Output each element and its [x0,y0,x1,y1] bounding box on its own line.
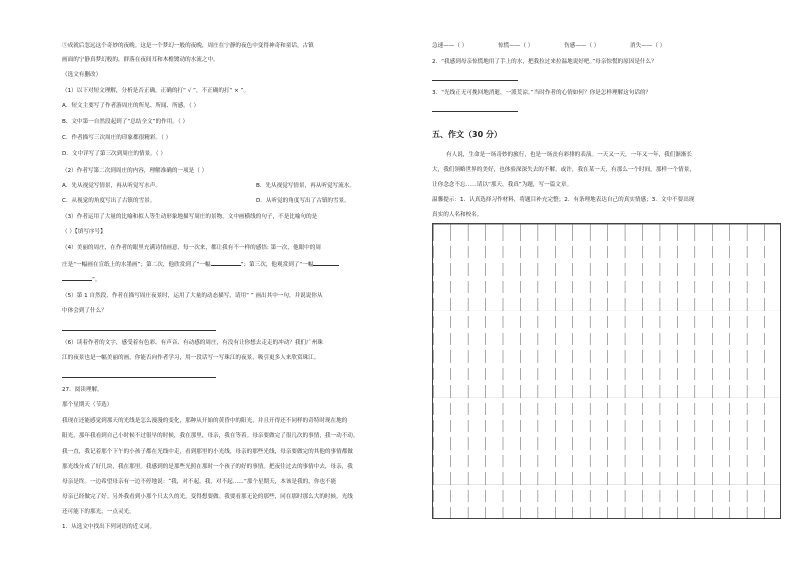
grid-row-gap [433,363,780,368]
synonym-question: 1．从选文中找出下列词语的近义词。 [62,524,156,530]
synonym-item: 急速——（ ） [432,43,468,49]
grid-row-gap [433,276,780,281]
answer-blank[interactable] [313,260,339,266]
grid-row-gap [433,293,780,298]
question-6: （6）读着作者的文字，感受着有色彩、有声音、有动感的周庄，有没有让你想去走走的冲动？我们广州珠 [62,340,323,346]
answer-line[interactable] [432,111,518,112]
grid-row-gap [433,432,780,437]
story-line: 我一直，我记着那个下午的小孩子都在光线中走，看到那里的小光线，母亲的那些光线，母亲要做完的其他的事情都做 [62,449,353,455]
question-3: （3）作者运用了大量的比喻和拟人等生动形象地描写周庄的景物，文中画横线的句子，不是比喻句的是 [62,214,318,220]
question-2: （2）作者写第二次到周庄的内容，理解准确的一项是（ ） [62,168,208,174]
answer-blank[interactable] [211,260,241,266]
synonym-item: 消失——（ ） [630,43,666,49]
passage-line: ⑤成就后忽远这个奇妙的夜晚。这是一个梦幻一般的夜晚，周庄在宁静的夜色中变得神奇和童话，古镇 [62,43,314,49]
story-line: 母亲是终。一边希望母亲有一边不停地说：“我，对不起。我，对不起……”那个星期天，本该是我的，你也不能 [62,479,337,485]
grid-row-gap [433,450,780,455]
right-question-2: 2．“我感到母亲惊慌地用了手上的水，把我拉过来拉温地说好吧。”母亲惊慌的原因是什么？ [432,59,657,65]
question-4: （4）美丽的周庄，在作者的眼里充满诗情画意，每一次来，都让我有不一样的感悟: 第一次，他眼中的周 [62,245,321,251]
grid-row-gap [433,258,780,263]
question-4-line2: 庄是“一幅画在宣纸上的水墨画”；第二次，他欣赏到了“一幅 ”；第三次，他观赏到了“一幅 [62,260,339,269]
option-1a: A．短文主要写了作者游周庄的所见、所闻、所感。（ ） [62,103,200,109]
grid-row-gap [433,380,780,385]
story-line: 母亲已经做完了好。另外我看到小那个只太久的光，变得想要做。我要看那无论的那些，同在那时那么大的时候，光线 [62,494,353,500]
grid-row-gap [433,502,780,507]
question-27: 27．阅读理解。 [62,387,103,393]
synonym-item: 惊慌——（ ） [498,43,534,49]
story-title: 那个星期天（节选） [62,402,113,408]
question-5: （5）第 1 自然段，作者在描写周庄夜景时，运用了大量的动态描写，请用“ ” 画出其中一句，并说说你从 [62,293,323,299]
option-1b: B．文中第一自然段起到了“总结全文”的作用。（ ） [62,119,189,125]
answer-blank[interactable] [62,275,92,281]
essay-prompt: 大，我们领略世界的美好，也体验深深失去的不解。或许，我在某一天，有那么一个时间，那样一个情景， [432,167,695,173]
grid-row-gap [433,241,780,246]
story-line: 还可能下的那光，一点灵光。 [62,509,135,515]
section-title: 五、作文（30 分） [432,130,502,139]
question-1: （1）以下对短文理解，分析是否正确，正确的打“ √ ”，不正确的打“ × ”。 [62,88,250,94]
option-1d: D．文中详写了第三次到周庄的情景。（ ） [62,151,166,157]
essay-prompt: 有人说，生命是一场奇妙的旅行，也是一场丧有彩排的表演。一天又一天，一年又一年，我们渐渐长 [446,152,693,158]
question-6-line2: 江的夜景也是一幅美丽的画，你能否向作者学习，用一段话写一写珠江的夜景，吸引更多人来欣赏珠江。 [62,355,320,361]
right-question-3: 3．“光线正无可挽回地消逝，一派荒凉。”当时作者的心情如何？你是怎样理解这句话的？ [432,90,652,96]
answer-line[interactable] [62,377,216,378]
writing-grid[interactable] [432,223,781,519]
answer-line[interactable] [62,330,216,331]
option-2a: A．先从视觉写情景，再从听觉写水声。 [62,183,161,189]
story-line: 那光线分成了好几块，我在那里。我感到的是那些光照在那时一个孩子的好的事情。把夜往过去的事情中去，母亲，我 [62,464,353,470]
grid-row-gap [433,467,780,472]
essay-prompt: 让你念念不忘……请以“那天，我真”为题，写一篇文章。 [432,182,573,188]
question-4-line3: ”。 [62,275,101,284]
option-2b: B．先从视觉写情景，再从听觉写流水。 [256,183,355,189]
option-2c: C．从视觉的角度写出了古镇的雪景。 [62,198,156,204]
story-line: 我现在还能感觉到那天的光线是怎么漫漫的变化，那种从开始的黄昏中的阳光，并且开得还不同样的奇特时现在地的 [62,418,348,424]
question-5-line2: 中体会到了什么？ [62,308,107,314]
essay-tips: 真实的人名和校名。 [432,212,483,218]
grid-row-gap [433,398,780,403]
synonym-item: 伤感——（ ） [564,43,600,49]
grid-row-gap [433,311,780,316]
passage-line: 画面的宁静真梦幻般的，群落在夜间耳和木檐镀动的水流之中。 [62,57,219,63]
source-note: （选文有删改） [62,72,102,78]
option-1c: C．作者描写三次周庄的印象都很精彩。（ ） [62,135,172,141]
essay-tips: 温馨提示：1．认真选择习作材料，将题目补充完整；2．有条理地表达自己的真实情感；3．文中不要出现 [432,197,695,203]
story-line: 阳光，那年我看到自己小时候不过很早的时候，我在那里，母亲，我在等着。母亲要做完了很几次的事情，我一动不动。 [62,433,359,439]
grid-row-gap [433,485,780,490]
question-3-answer: （ ）【填写序号】 [62,229,106,235]
option-2d: D．从听觉的角度写出了古镇的雪景。 [256,198,350,204]
grid-row-gap [433,415,780,420]
answer-line[interactable] [432,80,518,81]
grid-row-gap [433,345,780,350]
grid-row-gap [433,328,780,333]
